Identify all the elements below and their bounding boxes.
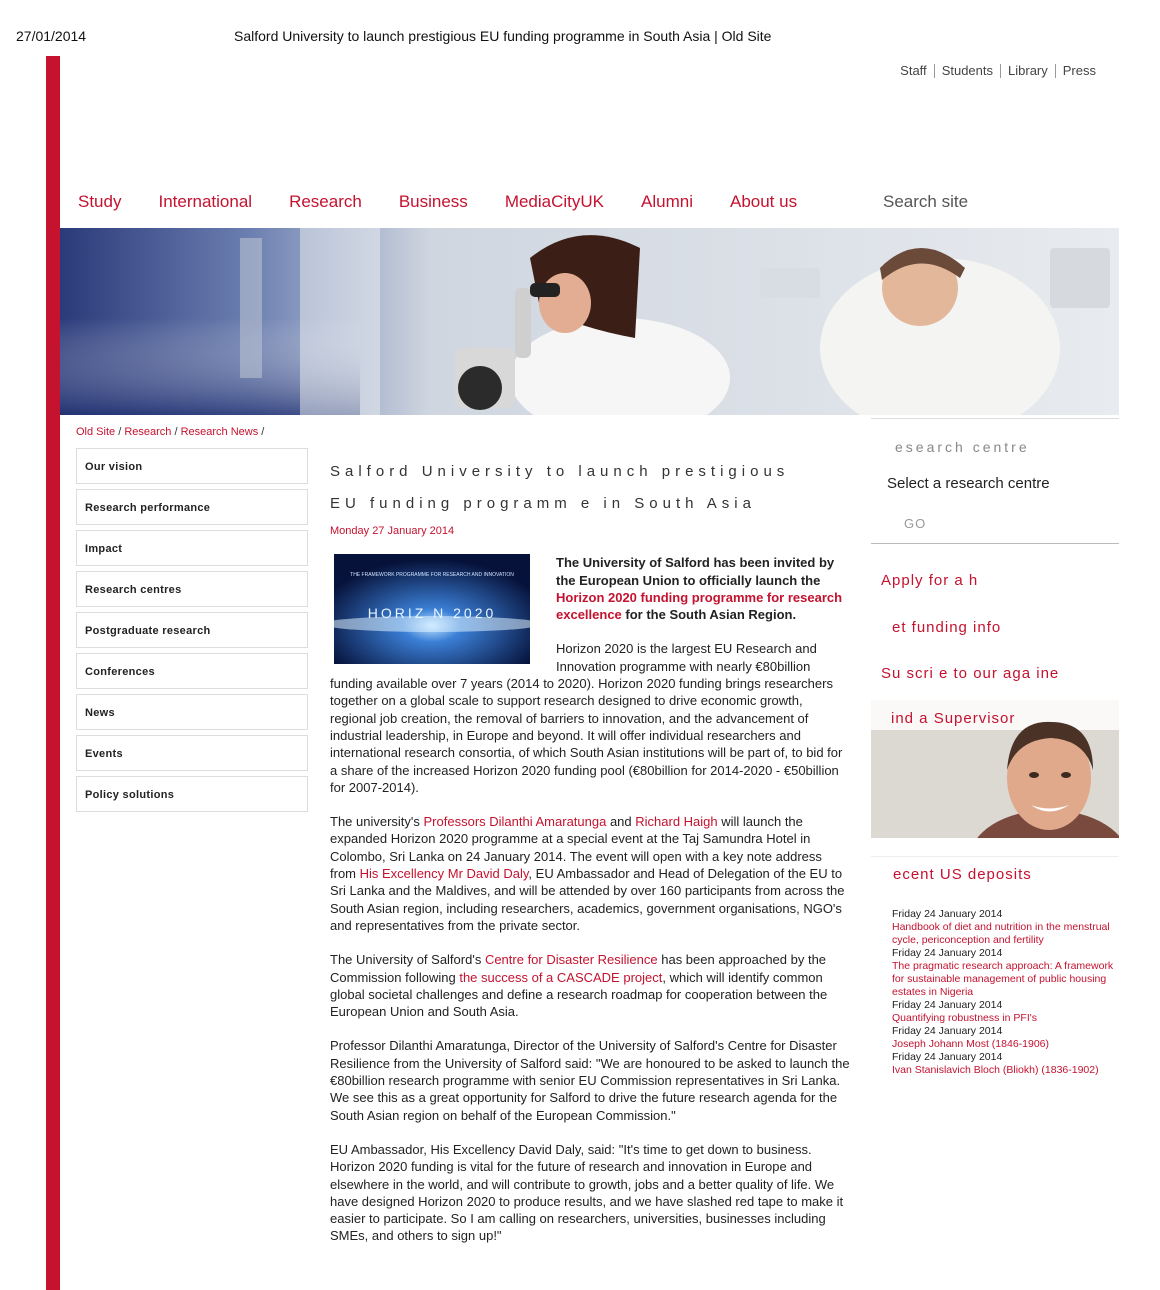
breadcrumb-old-site[interactable]: Old Site: [76, 426, 116, 438]
richard-haigh-link[interactable]: Richard Haigh: [635, 814, 718, 830]
get-funding-info-link[interactable]: et funding info: [892, 619, 1002, 636]
nav-about-us[interactable]: About us: [729, 192, 798, 211]
utility-link-students[interactable]: Students: [934, 64, 1000, 78]
article-intro: The University of Salford has been invited by the European Union to officially launch the Horizon 2020 funding programme for research excellence for the South Asian Region.: [556, 555, 843, 623]
utility-link-staff[interactable]: Staff: [900, 63, 927, 78]
research-centre-go-button[interactable]: GO: [904, 516, 927, 531]
left-nav-events[interactable]: Events: [76, 735, 308, 771]
breadcrumb-research-news[interactable]: Research News: [180, 426, 259, 438]
article-paragraph-2: The university's Professors Dilanthi Amaratunga and Richard Haigh will launch the expanded Horizon 2020 programme at a special event at the Taj Samundra Hotel in Colombo, Sri Lanka on 24 January 2014. The event will open with a key note address from His Excellency Mr David Daly, EU Ambassador and Head of Delegation of the EU to Sri Lanka and the Maldives, and will be attended by over 160 participants from across the South Asian region, including researchers, academics, government organisations, NGO's and representatives from the private sector.: [330, 814, 845, 933]
article-paragraph-3: The University of Salford's Centre for Disaster Resilience has been approached by the Commission following the success of a CASCADE project, which will identify common global societal challenges and define a research roadmap for cooperation between the European Union and South Asia.: [330, 952, 828, 1020]
nav-business[interactable]: Business: [398, 192, 468, 211]
article: [330, 456, 850, 1262]
horizon-caption: THE FRAMEWORK PROGRAMME FOR RESEARCH AND INNOVATION: [350, 572, 514, 579]
utility-nav: [893, 64, 1103, 78]
hero-banner-image: [60, 228, 1119, 415]
nav-mediacityuk[interactable]: MediaCityUK: [504, 192, 605, 211]
deposit-title-link[interactable]: Joseph Johann Most (1846-1906): [892, 1038, 1050, 1050]
article-paragraph-1: Horizon 2020 is the largest EU Research and Innovation programme with nearly €80billion funding available over 7 years (2014 to 2020). Horizon 2020 funding brings researchers together on a global scale to support research designed to drive economic growth, regional job creation, the removal of barriers to innovation, and the advancement of industrial leadership, in Europe and beyond. It will offer individual researchers and international research consortia, of which South Asian institutions will be part of, to bid for a share of the increased Horizon 2020 funding pool (€80billion for 2014-2020 - €50billion for 2007-2014).: [330, 641, 843, 795]
david-daly-link[interactable]: His Excellency Mr David Daly: [359, 866, 529, 882]
deposits-separator: [871, 856, 1119, 857]
left-nav-policy-solutions[interactable]: Policy solutions: [76, 776, 308, 812]
left-nav-conferences[interactable]: Conferences: [76, 653, 308, 689]
brand-red-bar: [46, 56, 60, 1290]
research-centre-title: esearch centre: [895, 439, 1030, 455]
headline-line-2: EU funding programm e in South Asia: [330, 495, 756, 512]
disaster-resilience-link[interactable]: Centre for Disaster Resilience: [484, 952, 658, 968]
nav-alumni[interactable]: Alumni: [641, 192, 693, 211]
left-nav: [76, 448, 308, 817]
nav-international[interactable]: International: [158, 192, 253, 211]
breadcrumb-research[interactable]: Research: [124, 426, 172, 438]
print-title: Salford University to launch prestigious EU funding programme in South Asia | Old Site: [234, 28, 772, 44]
cascade-project-link[interactable]: the success of a CASCADE project: [459, 969, 663, 985]
utility-link-press[interactable]: Press: [1055, 64, 1103, 78]
recent-deposits-title: ecent US deposits: [893, 866, 1032, 883]
left-nav-news[interactable]: News: [76, 694, 308, 730]
nav-research[interactable]: Research: [289, 192, 362, 211]
left-nav-research-centres[interactable]: Research centres: [76, 571, 308, 607]
print-date: 27/01/2014: [16, 28, 87, 44]
utility-link-library[interactable]: Library: [1000, 64, 1055, 78]
apply-for-phd-link[interactable]: Apply for a h: [881, 572, 979, 589]
research-centre-box: [871, 418, 1119, 544]
deposit-title-link[interactable]: Quantifying robustness in PFI's: [892, 1012, 1037, 1024]
deposit-date: Friday 24 January 2014: [892, 1051, 1003, 1063]
recent-deposits-list: [892, 908, 1114, 1077]
deposit-date: Friday 24 January 2014: [892, 947, 1003, 959]
article-date: Monday 27 January 2014: [330, 525, 455, 537]
deposit-date: Friday 24 January 2014: [892, 1025, 1003, 1037]
deposit-date: Friday 24 January 2014: [892, 999, 1003, 1011]
horizon-2020-link[interactable]: Horizon 2020 funding programme for research excellence: [556, 589, 843, 623]
left-nav-research-performance[interactable]: Research performance: [76, 489, 308, 525]
article-paragraph-5: EU Ambassador, His Excellency David Daly, said: "It's time to get down to business. Horizon 2020 funding is vital for the future of research and innovation in Europe and elsewhere in the world, and will contribute to growth, jobs and a better quality of life. We have designed Horizon 2020 to produce results, and we have slashed red tape to make it easier to participate. So I am calling on researchers, universities, businesses including SMEs, and others to sign up!": [330, 1141, 844, 1244]
horizon-logo-text: HORIZ N 2020: [367, 605, 497, 622]
deposit-title-link[interactable]: Ivan Stanislavich Bloch (Bliokh) (1836-1902): [892, 1064, 1099, 1076]
deposit-title-link[interactable]: The pragmatic research approach: A framework for sustainable management of public housing estates in Nigeria: [892, 960, 1114, 998]
main-nav: [78, 192, 834, 212]
research-centre-select[interactable]: Select a research centre: [887, 475, 1050, 492]
article-headline: [330, 456, 850, 520]
subscribe-magazine-link[interactable]: Su scri e to our aga ine: [881, 665, 1060, 682]
left-nav-postgraduate-research[interactable]: Postgraduate research: [76, 612, 308, 648]
search-input[interactable]: Search site: [883, 192, 969, 211]
deposit-date: Friday 24 January 2014: [892, 908, 1003, 920]
left-nav-impact[interactable]: Impact: [76, 530, 308, 566]
professor-amaratunga-link[interactable]: Professors Dilanthi Amaratunga: [423, 814, 607, 830]
article-paragraph-4: Professor Dilanthi Amaratunga, Director of the University of Salford's Centre for Disaster Resilience from the University of Salford said: "We are honoured to be asked to launch the €80billion research programme with senior EU Commission representatives in Sri Lanka. We see this as a great opportunity for Salford to drive the future research agenda for the South Asian region on behalf of the European Commission.": [330, 1038, 850, 1123]
find-supervisor-link[interactable]: ind a Supervisor: [891, 710, 1016, 727]
breadcrumb: Old Site / Research / Research News /: [76, 426, 265, 438]
right-sidebar: [871, 418, 1119, 1076]
headline-line-1: Salford University to launch prestigious: [330, 463, 790, 480]
deposit-title-link[interactable]: Handbook of diet and nutrition in the menstrual cycle, periconception and fertility: [892, 921, 1110, 946]
nav-study[interactable]: Study: [78, 192, 122, 211]
left-nav-our-vision[interactable]: Our vision: [76, 448, 308, 484]
horizon-2020-image: [334, 554, 530, 664]
